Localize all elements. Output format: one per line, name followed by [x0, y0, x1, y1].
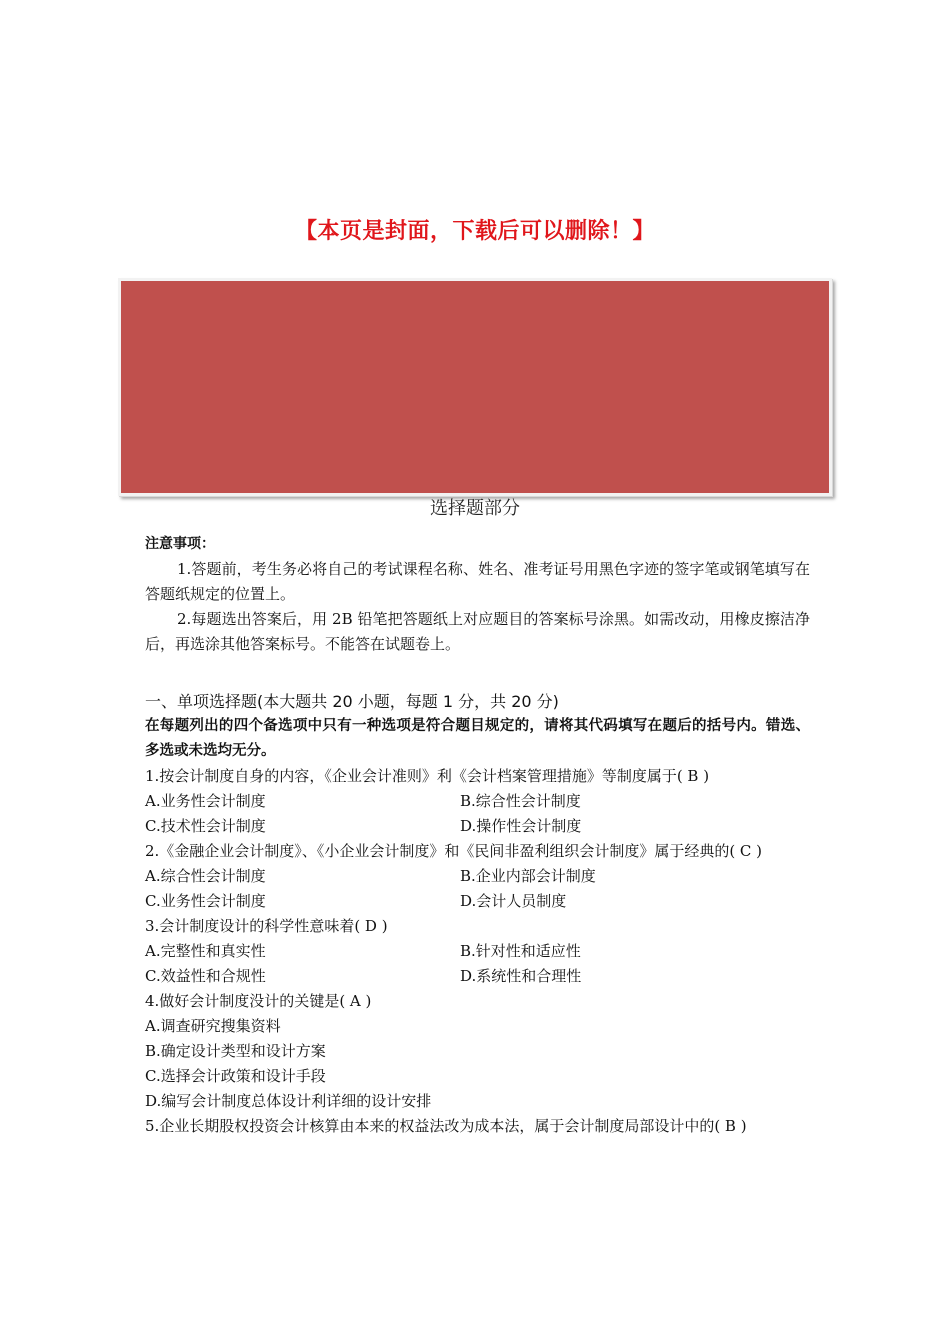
option-row: [145, 814, 810, 839]
section-title: 选择题部分: [430, 498, 520, 519]
option-row: [145, 964, 810, 989]
notice-item: 2.每题选出答案后，用 2B 铅笔把答题纸上对应题目的答案标号涂黑。如需改动，用橡皮擦洁净后，再选涂其他答案标号。不能答在试题卷上。: [145, 610, 810, 653]
cover-banner: [118, 278, 832, 496]
option: D.会计人员制度: [460, 892, 567, 910]
option: C.技术性会计制度: [145, 817, 266, 835]
question-stem: 1.按会计制度自身的内容，《企业会计准则》利《会计档案管理措施》等制度属于( B ): [145, 767, 710, 785]
notice-title: 注意事项：: [145, 536, 215, 552]
option: C.效益性和合规性: [145, 967, 266, 985]
option: D.系统性和合理性: [460, 967, 582, 985]
option: A.业务性会计制度: [145, 792, 266, 810]
question-stem: 2.《金融企业会计制度》、《小企业会计制度》和《民间非盈利组织会计制度》属于经典的( C ): [145, 842, 763, 860]
option: C.业务性会计制度: [145, 892, 266, 910]
option: B.企业内部会计制度: [460, 867, 596, 885]
option: B.确定设计类型和设计方案: [145, 1042, 326, 1060]
option: D.操作性会计制度: [460, 817, 582, 835]
option: A.完整性和真实性: [145, 942, 266, 960]
part-title: 一、单项选择题(本大题共 20 小题，每题 1 分，共 20 分): [145, 692, 559, 711]
notice-item: 1.答题前，考生务必将自己的考试课程名称、姓名、准考证号用黑色字迹的签字笔或钢笔填写在答题纸规定的位置上。: [145, 560, 810, 603]
part-instruction: 在每题列出的四个备选项中只有一种选项是符合题目规定的，请将其代码填写在题后的括号内。错选、多选或未选均无分。: [145, 718, 810, 759]
option-row: [145, 939, 810, 964]
option-row: [145, 889, 810, 914]
cover-delete-note: 【本页是封面，下载后可以删除！】: [294, 219, 655, 244]
question-stem: 4.做好会计制度没计的关键是( A ): [145, 992, 372, 1010]
option: A.综合性会计制度: [145, 867, 266, 885]
option: C.选择会计政策和设计手段: [145, 1067, 326, 1085]
question-stem: 5.企业长期股权投资会计核算由本来的权益法改为成本法，属于会计制度局部设计中的( B ): [145, 1117, 747, 1135]
question-stem: 3.会计制度设计的科学性意味着( D ): [145, 917, 388, 935]
option: B.综合性会计制度: [460, 792, 581, 810]
option-row: [145, 864, 810, 889]
option: B.针对性和适应性: [460, 942, 581, 960]
option: D.编写会计制度总体设计利详细的设计安排: [145, 1092, 432, 1110]
option: A.调查研究搜集资料: [145, 1017, 281, 1035]
option-row: [145, 789, 810, 814]
document-body: [145, 532, 810, 1139]
